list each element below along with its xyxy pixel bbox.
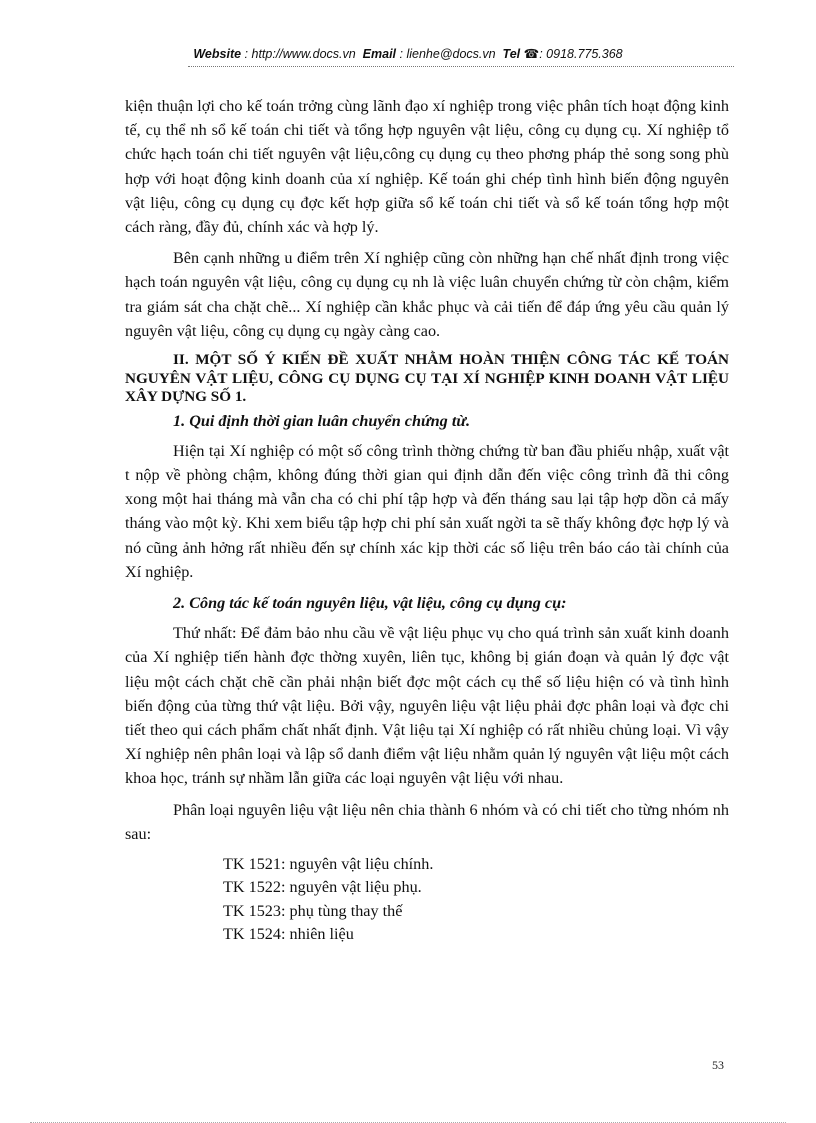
section-heading: II. MỘT SỐ Ý KIẾN ĐỀ XUẤT NHẰM HOÀN THIỆN CÔNG TÁC KẾ TOÁN NGUYÊN VẬT LIỆU, CÔNG CỤ DỤNG CỤ TẠI XÍ NGHIỆP KINH DOANH VẬT LIỆU XÂY DỰNG SỐ 1. <box>125 351 729 406</box>
list-item: TK 1521: nguyên vật liệu chính. <box>223 854 434 873</box>
paragraph-1: kiện thuận lợi cho kế toán trởng cùng lãnh đạo xí nghiệp trong việc phân tích hoạt động kinh tế, cụ thể nh sổ kế toán chi tiết và tổng hợp nguyên vật liệu, công cụ dụng cụ. Xí nghiệp tổ chức hạch toán chi tiết nguyên vật liệu,công cụ dụng cụ theo phơng pháp thẻ song song phù hợp với hoạt động kinh doanh của xí nghiệp. Kế toán ghi chép tình hình biến động nguyên vật liệu, công cụ dụng cụ đợc kết hợp giữa sổ kế toán chi tiết và sổ kế toán tổng hợp một cách ràng, đầy đủ, chính xác và hợp lý. <box>125 97 729 237</box>
email-value[interactable]: : lienhe@docs.vn <box>399 47 496 61</box>
document-body <box>125 94 729 947</box>
header-divider <box>188 66 734 67</box>
paragraph-2: Bên cạnh những u điểm trên Xí nghiệp cũng còn những hạn chế nhất định trong việc hạch toán nguyên vật liệu, công cụ dụng cụ nh là việc luân chuyển chứng từ còn chậm, kiểm tra giám sát cha chặt chẽ... Xí nghiệp cần khắc phục và cải tiến để đáp ứng yêu cầu quản lý nguyên vật liệu, công cụ dụng cụ ngày càng cao. <box>125 249 729 340</box>
paragraph-3: Hiện tại Xí nghiệp có một số công trình thờng chứng từ ban đầu phiếu nhập, xuất vật t nộp về phòng chậm, không đúng thời gian qui định dẫn đến việc công trình đã thi công xong một hai tháng mà vẫn cha có chi phí tập hợp và đến tháng sau lại tập hợp dồn cả mấy tháng vào một kỳ. Khi xem biểu tập hợp chi phí sản xuất ngời ta sẽ thấy không đợc hợp lý và nó cũng ảnh hởng rất nhiều đến sự chính xác kịp thời các số liệu trên báo cáo tài chính của Xí nghiệp. <box>125 441 729 581</box>
list-item: TK 1524: nhiên liệu <box>223 925 354 944</box>
account-list <box>223 853 729 947</box>
website-value[interactable]: : http://www.docs.vn <box>244 47 356 61</box>
page-number: 53 <box>712 1058 724 1072</box>
paragraph-4: Thứ nhất: Để đảm bảo nhu cầu về vật liệu phục vụ cho quá trình sản xuất kinh doanh của Xí nghiệp tiến hành đợc thờng xuyên, liên tục, không bị gián đoạn và quản lý đợc vật liệu một cách chặt chẽ cần phải nhận biết đợc một cách cụ thể số liệu hiện có và tình hình biến động của từng thứ vật liệu. Bởi vậy, nguyên liệu vật liệu phải đợc phân loại và đợc chi tiết theo qui cách phẩm chất nhất định. Vật liệu tại Xí nghiệp có rất nhiều chủng loại. Vì vậy Xí nghiệp nên phân loại và lập sổ danh điểm vật liệu nhằm quản lý nguyên vật liệu một cách khoa học, tránh sự nhầm lẫn giữa các loại nguyên vật liệu với nhau. <box>125 624 729 788</box>
list-item: TK 1522: nguyên vật liệu phụ. <box>223 878 422 897</box>
subheading-2: 2. Công tác kế toán nguyên liệu, vật liệu, công cụ dụng cụ: <box>173 593 567 612</box>
website-label: Website <box>193 47 242 61</box>
email-label: Email <box>362 47 397 61</box>
tel-value: : 0918.775.368 <box>539 47 623 61</box>
phone-icon: ☎ <box>523 47 540 61</box>
page-header <box>0 46 816 61</box>
tel-label: Tel <box>502 47 521 61</box>
list-item: TK 1523: phụ tùng thay thế <box>223 901 403 920</box>
paragraph-5: Phân loại nguyên liệu vật liệu nên chia thành 6 nhóm và có chi tiết cho từng nhóm nh sau: <box>125 800 729 843</box>
subheading-1: 1. Qui định thời gian luân chuyển chứng từ. <box>173 411 471 430</box>
